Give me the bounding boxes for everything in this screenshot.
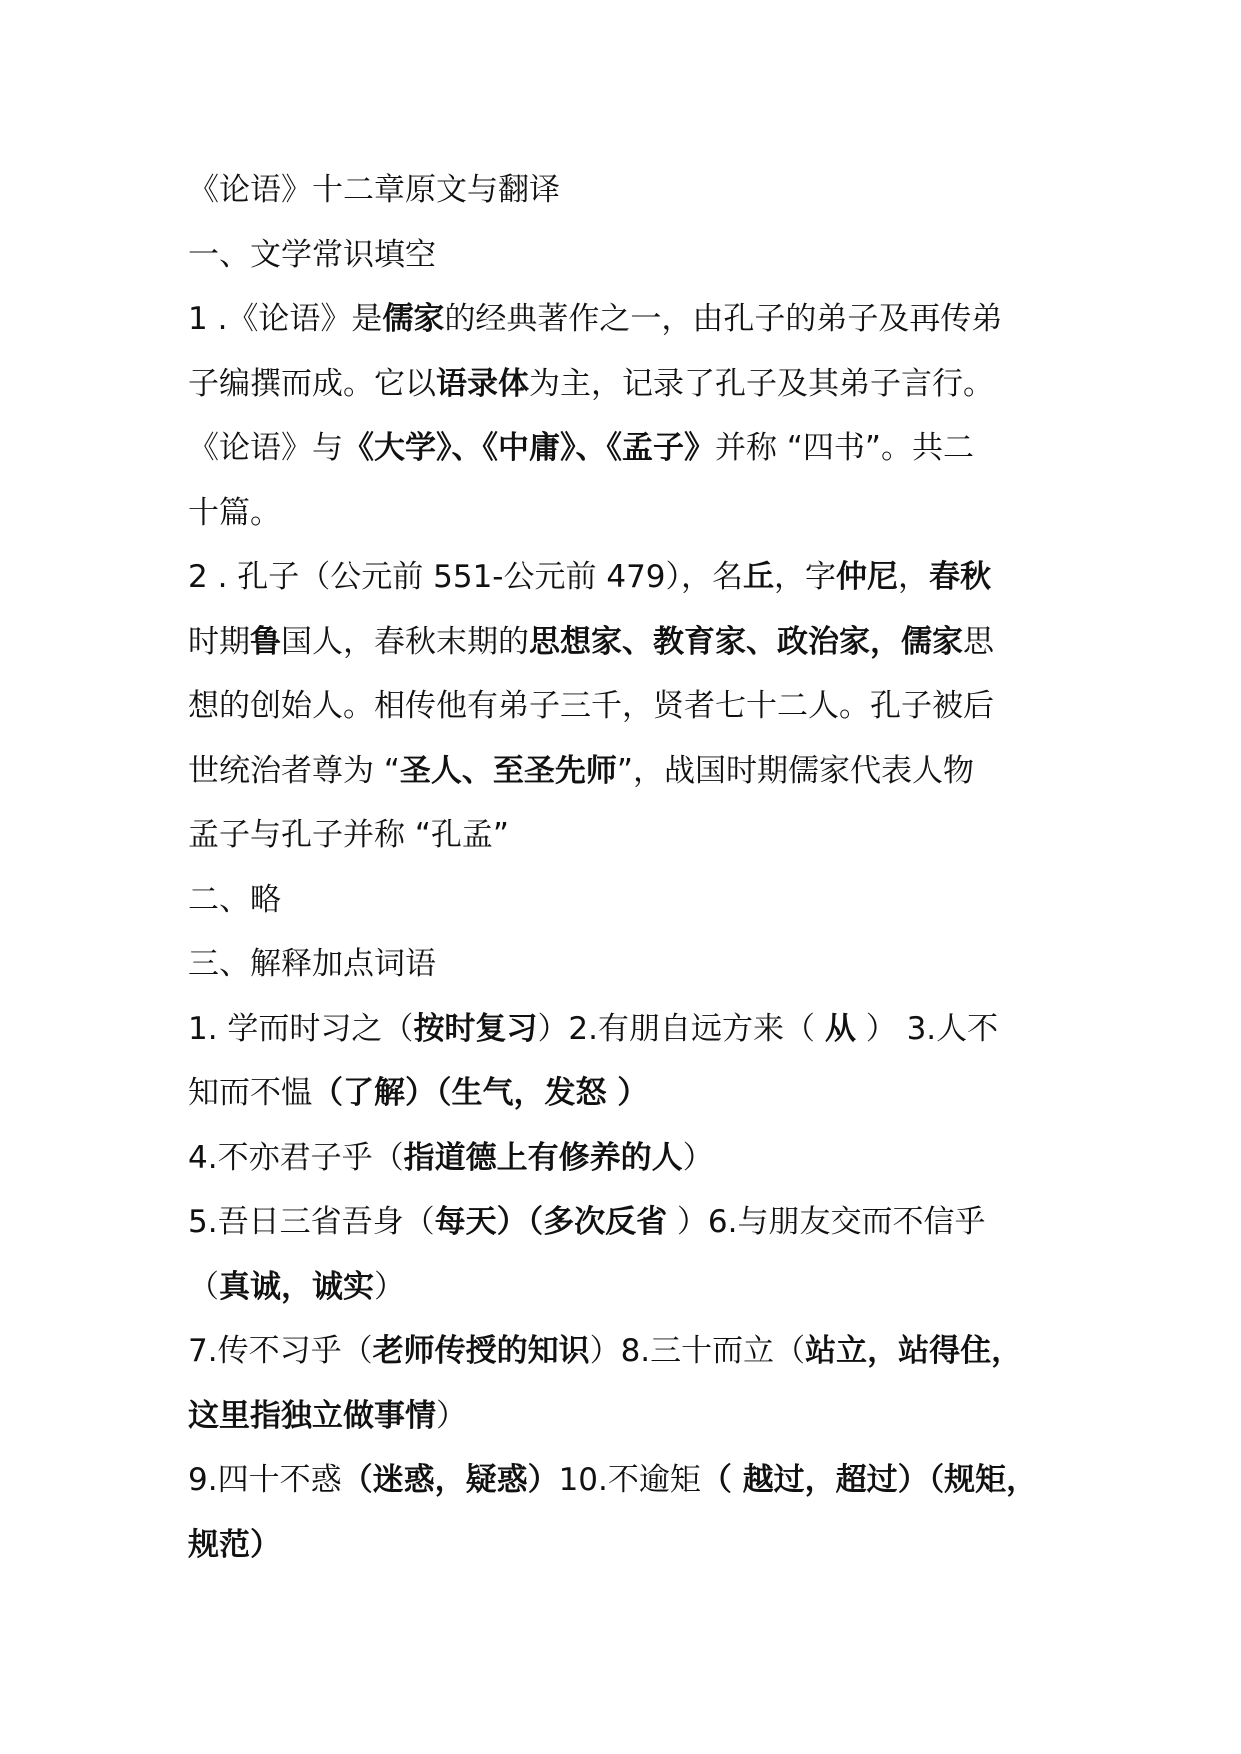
bold-text-segment: 圣人、至圣先师 [399,752,617,789]
bold-text-segment: 思想家、教育家、政治家，儒家 [529,623,963,660]
text-line [188,1448,1068,1513]
text-segment: 2 . 孔子（公元前 551-公元前 479），名 [188,559,744,595]
text-line [188,674,1068,739]
text-line [188,1513,1068,1578]
bold-text-segment: 儒家 [382,301,445,337]
bold-text-segment: 站立，站得住， [805,1333,1023,1369]
text-segment: 7.传不习乎（ [188,1333,373,1369]
text-segment: 1. 学而时习之（ [188,1010,414,1047]
text-segment: 二、略 [188,881,281,918]
text-line [188,1255,1068,1320]
text-line [188,1061,1068,1126]
text-segment: ， [898,559,930,595]
bold-text-segment: （了解）（生气，发怒 ） [312,1075,649,1111]
text-line [188,287,1068,352]
bold-text-segment: 每天）（多次反省 [434,1204,668,1240]
text-line [188,997,1068,1062]
text-segment: （ [188,1268,219,1305]
text-line [188,352,1068,417]
text-line [188,1126,1068,1191]
text-segment: ） [682,1139,714,1176]
bold-text-segment: 鲁 [250,623,281,660]
text-segment: 世统治者尊为 “ [188,752,400,789]
text-segment: ，字 [774,559,837,595]
bold-text-segment: 仲尼 [836,559,899,595]
bold-text-segment: 这里指独立做事情 [188,1397,436,1434]
text-segment: 想的创始人。相传他有弟子三千，贤者七十二人。孔子被后 [188,688,994,724]
text-segment: 子编撰而成。它以 [188,365,436,402]
text-line [188,803,1068,868]
bold-text-segment: （迷惑，疑惑） [341,1462,559,1498]
text-segment: 国人，春秋末期的 [281,623,529,660]
text-segment: ）8.三十而立（ [589,1333,806,1369]
text-line [188,1384,1068,1449]
bold-text-segment: 《大学》、《中庸》、《孟子》 [343,430,715,466]
text-segment: ）2.有朋自远方来（ [537,1010,825,1047]
text-segment: 三、解释加点词语 [188,946,436,982]
text-segment: 1 .《论语》是 [188,301,383,337]
bold-text-segment: 从 [824,1010,856,1047]
text-segment: 孟子与孔子并称 “孔孟” [188,817,509,853]
text-segment: 9.四十不惑 [188,1462,342,1498]
text-segment: 思 [963,623,994,660]
text-line [188,481,1068,546]
bold-text-segment: 语录体 [436,365,529,402]
section-heading [188,868,1068,933]
text-segment: ） 3.人不 [855,1010,999,1047]
text-line [188,545,1068,610]
text-segment: 一、文学常识填空 [188,236,436,273]
bold-text-segment: 老师传授的知识 [372,1333,590,1369]
text-segment: 十篇。 [188,494,281,531]
bold-text-segment: 按时复习 [413,1010,538,1047]
section-heading [188,932,1068,997]
text-segment: 5.吾日三省吾身（ [188,1204,435,1240]
text-segment: ）6.与朋友交而不信乎 [667,1204,986,1240]
bold-text-segment: 规范） [188,1526,281,1563]
bold-text-segment: 春秋 [929,559,992,595]
document-title: 《论语》十二章原文与翻译 [188,172,560,208]
text-segment: ） [374,1268,405,1305]
text-line [188,1190,1068,1255]
text-segment: 的经典著作之一，由孔子的弟子及再传弟 [444,301,1003,337]
text-segment: 知而不愠 [188,1075,312,1111]
text-line [188,610,1068,675]
text-segment: 时期 [188,623,250,660]
bold-text-segment: 指道德上有修养的人 [403,1139,683,1176]
text-segment: 并称 “四书”。共二 [715,430,974,466]
text-segment: 4.不亦君子乎（ [188,1139,404,1176]
bold-text-segment: 丘 [743,559,775,595]
text-line [188,739,1068,804]
section-heading [188,223,1068,288]
text-segment: 10.不逾矩 [558,1462,701,1498]
text-line [188,1319,1068,1384]
document-body [188,158,1068,1577]
text-segment: 《论语》与 [188,430,343,466]
text-line [188,416,1068,481]
bold-text-segment: （ 越过，超过）（规矩， [700,1462,1038,1498]
text-segment: 为主，记录了孔子及其弟子言行。 [529,365,994,402]
text-segment: ） [436,1397,467,1434]
bold-text-segment: 真诚，诚实 [219,1268,374,1305]
text-segment: ”，战国时期儒家代表人物 [616,752,974,789]
